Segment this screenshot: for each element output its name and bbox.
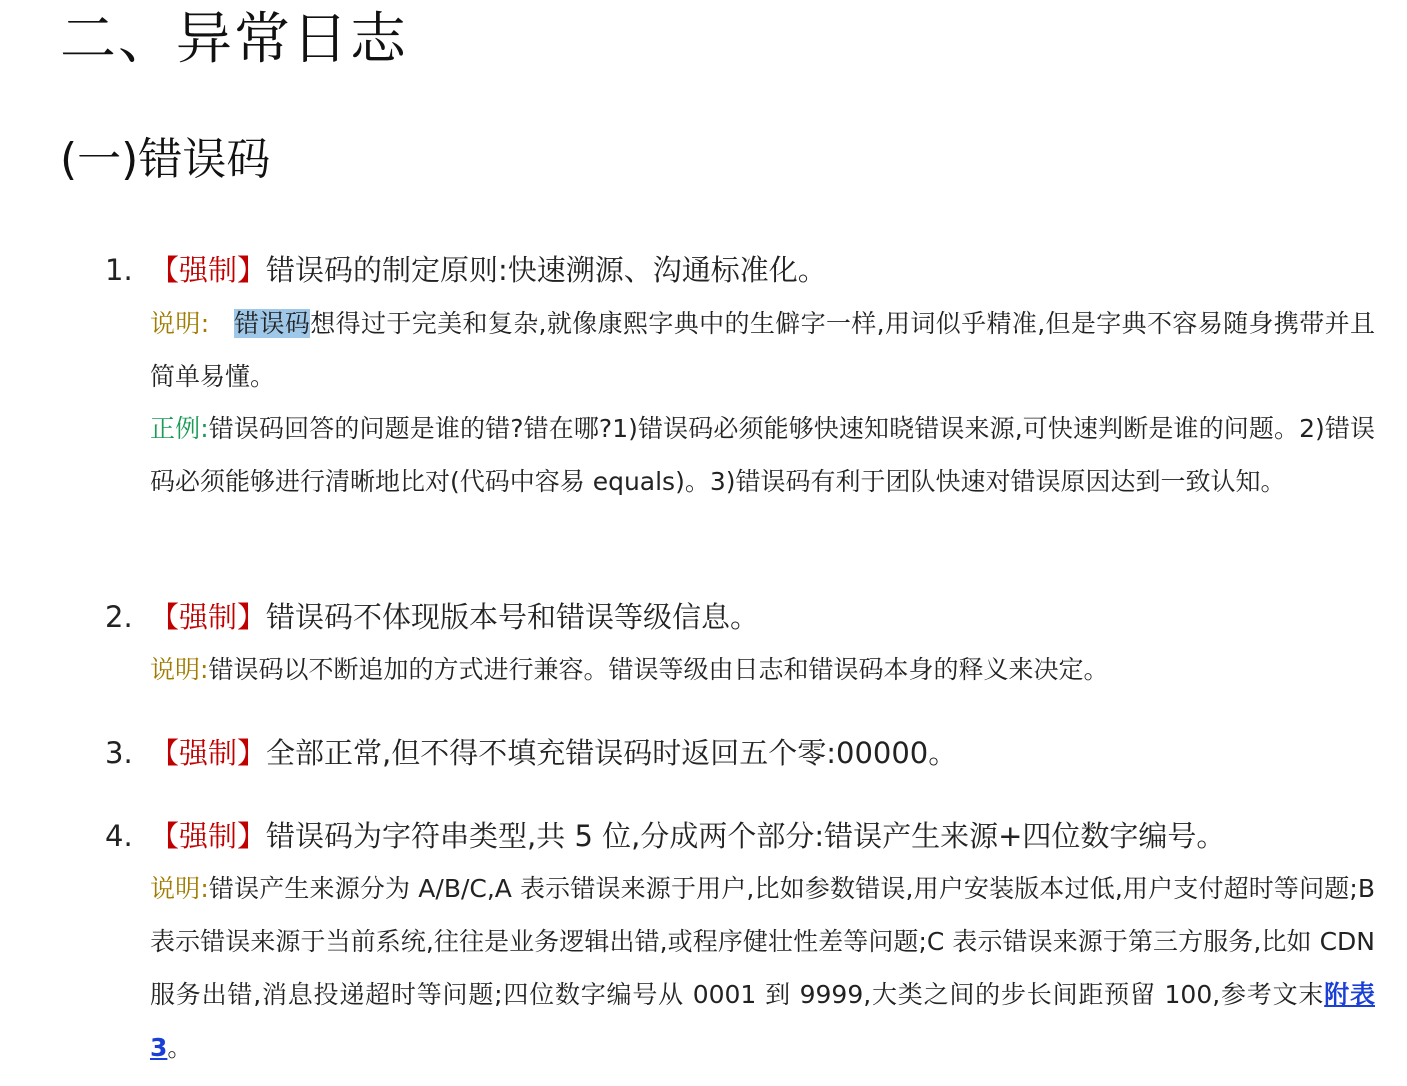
rule-number: 3.: [105, 736, 133, 770]
highlighted-text: 错误码: [234, 309, 311, 338]
note-text: 错误码以不断追加的方式进行兼容。错误等级由日志和错误码本身的释义来决定。: [208, 655, 1109, 684]
mandatory-tag: 【强制】: [150, 819, 267, 853]
rule-note: [150, 297, 1375, 403]
rule-text: [150, 733, 1377, 773]
mandatory-tag: 【强制】: [150, 600, 267, 634]
rule-note: [150, 862, 1375, 1074]
example-text: 错误码回答的问题是谁的错?错在哪?1)错误码必须能够快速知晓错误来源,可快速判断是谁的问题。2)错误码必须能够进行清晰地比对(代码中容易 equals)。3)错误码有利于团队快速对错误原因达到一致认知。: [150, 414, 1375, 496]
rule-text: [150, 597, 1377, 637]
note-label: 说明:: [150, 309, 210, 338]
rule-body: 错误码的制定原则:快速溯源、沟通标准化。: [266, 253, 827, 287]
section-heading: 二、异常日志: [60, 7, 408, 72]
mandatory-tag: 【强制】: [150, 253, 267, 287]
note-text: 想得过于完美和复杂,就像康熙字典中的生僻字一样,用词似乎精准,但是字典不容易随身携带并且简单易懂。: [150, 309, 1375, 391]
appendix-link[interactable]: 附表 3: [150, 980, 1375, 1062]
rule-text: [150, 250, 1377, 290]
note-label: 说明:: [150, 655, 209, 684]
rule-example: [150, 402, 1375, 508]
subsection-heading: (一)错误码: [60, 134, 271, 185]
mandatory-tag: 【强制】: [150, 736, 267, 770]
rule-body: 全部正常,但不得不填充错误码时返回五个零:00000。: [266, 736, 958, 770]
rule-number: 2.: [105, 600, 133, 634]
example-label: 正例:: [150, 414, 209, 443]
rule-number: 4.: [105, 819, 133, 853]
rule-number: 1.: [105, 253, 133, 287]
note-label: 说明:: [150, 874, 209, 903]
note-text: 错误产生来源分为 A/B/C,A 表示错误来源于用户,比如参数错误,用户安装版本过低,用户支付超时等问题;B 表示错误来源于当前系统,往往是业务逻辑出错,或程序健壮性差等问题;C 表示错误来源于第三方服务,比如 CDN 服务出错,消息投递超时等问题;四位数字编号从 0001 到 9999,大类之间的步长间距预留 100,参考文末: [150, 874, 1375, 1009]
rule-text: [150, 816, 1377, 856]
rule-body: 错误码不体现版本号和错误等级信息。: [266, 600, 760, 634]
note-end: 。: [167, 1033, 193, 1062]
rule-body: 错误码为字符串类型,共 5 位,分成两个部分:错误产生来源+四位数字编号。: [266, 819, 1226, 853]
rule-note: [150, 643, 1375, 696]
